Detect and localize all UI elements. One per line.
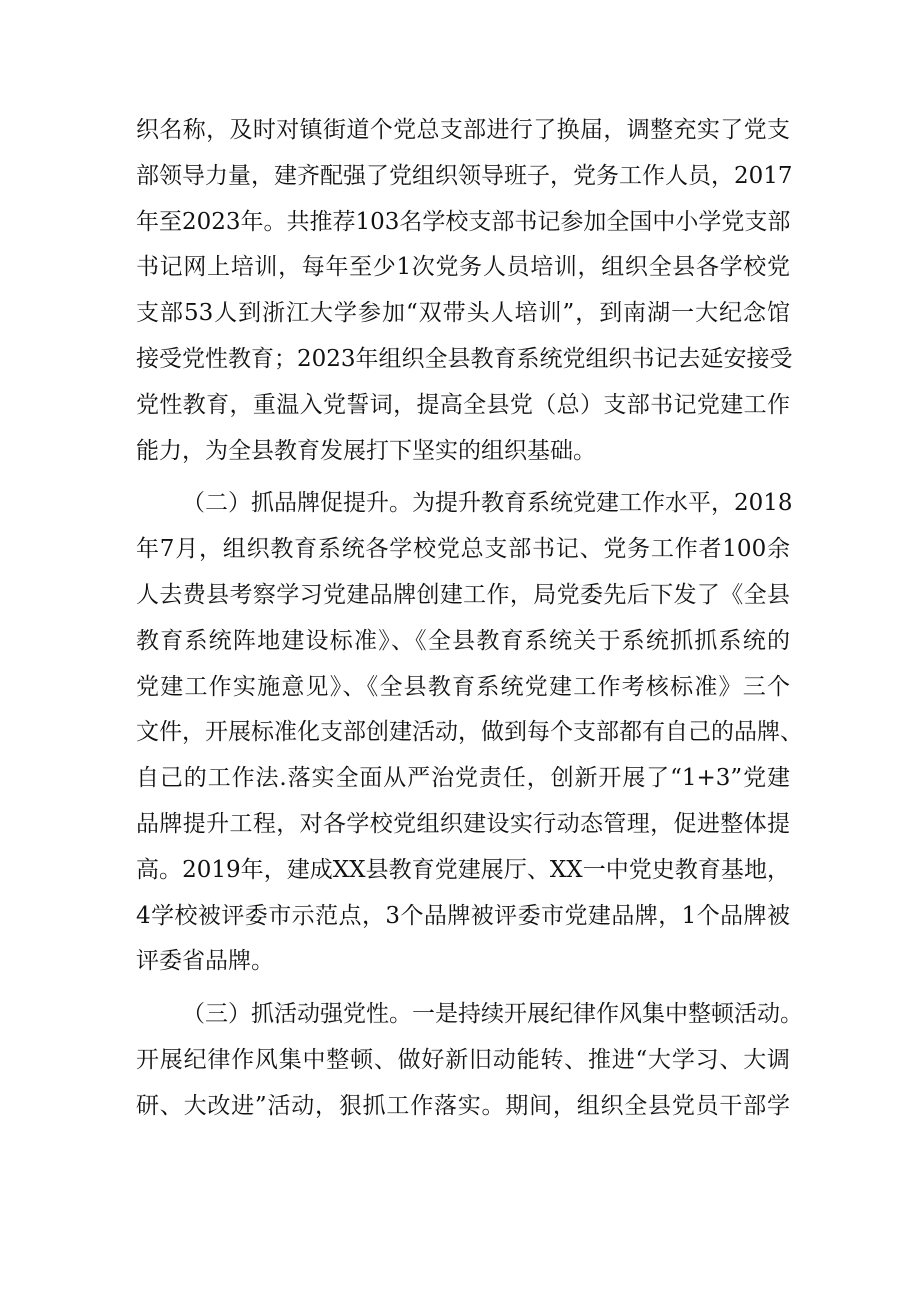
- section-heading-line: （三）抓活动强党性。一是持续开展纪律作风集中整顿活动。: [182, 1001, 803, 1028]
- text-line: 部领导力量，建齐配强了党组织领导班子，党务工作人员，2017: [136, 162, 793, 189]
- text-line: 教育系统阵地建设标准》、《全县教育系统关于系统抓抓系统的: [136, 627, 790, 654]
- text-line: 文件，开展标准化支部创建活动，做到每个支部都有自己的品牌、: [136, 719, 803, 746]
- text-line: 支部53人到浙江大学参加“双带头人培训”，到南湖一大纪念馆: [136, 300, 790, 327]
- text-line: 织名称，及时对镇街道个党总支部进行了换届，调整充实了党支: [136, 117, 790, 143]
- paragraph-3: [136, 992, 803, 1129]
- paragraph-1: [136, 108, 793, 474]
- text-line: 书记网上培训，每年至少1次党务人员培训，组织全县各学校党: [136, 254, 790, 281]
- text-line: 自己的工作法.落实全面从严治党责任，创新开展了“1+3”党建: [136, 765, 790, 792]
- text-line: 4学校被评委市示范点，3个品牌被评委市党建品牌，1个品牌被: [136, 902, 790, 929]
- text-line: 评委省品牌。: [136, 948, 274, 975]
- text-line: 党建工作实施意见》、《全县教育系统党建工作考核标准》三个: [136, 673, 790, 700]
- text-line: 高。2019年，建成XX县教育党建展厅、XX一中党史教育基地，: [136, 856, 790, 883]
- text-line: 年至2023年。共推荐103名学校支部书记参加全国中小学党支部: [136, 208, 791, 235]
- text-line: 开展纪律作风集中整顿、做好新旧动能转、推进“大学习、大调: [136, 1046, 790, 1073]
- text-line: 人去费县考察学习党建品牌创建工作，局党委先后下发了《全县: [136, 581, 790, 608]
- text-line: 接受党性教育；2023年组织全县教育系统党组织书记去延安接受: [136, 345, 793, 372]
- body-text: [136, 108, 803, 1130]
- paragraph-2: [136, 481, 803, 985]
- text-line: 能力，为全县教育发展打下坚实的组织基础。: [136, 437, 596, 464]
- text-line: 研、大改进”活动，狠抓工作落实。期间，组织全县党员干部学: [136, 1092, 790, 1119]
- text-line: 年7月，组织教育系统各学校党总支部书记、党务工作者100余: [136, 536, 790, 563]
- section-heading-line: （二）抓品牌促提升。为提升教育系统党建工作水平，2018: [182, 490, 793, 517]
- text-line: 品牌提升工程，对各学校党组织建设实行动态管理，促进整体提: [136, 810, 790, 837]
- text-line: 党性教育，重温入党誓词，提高全县党（总）支部书记党建工作: [136, 391, 790, 418]
